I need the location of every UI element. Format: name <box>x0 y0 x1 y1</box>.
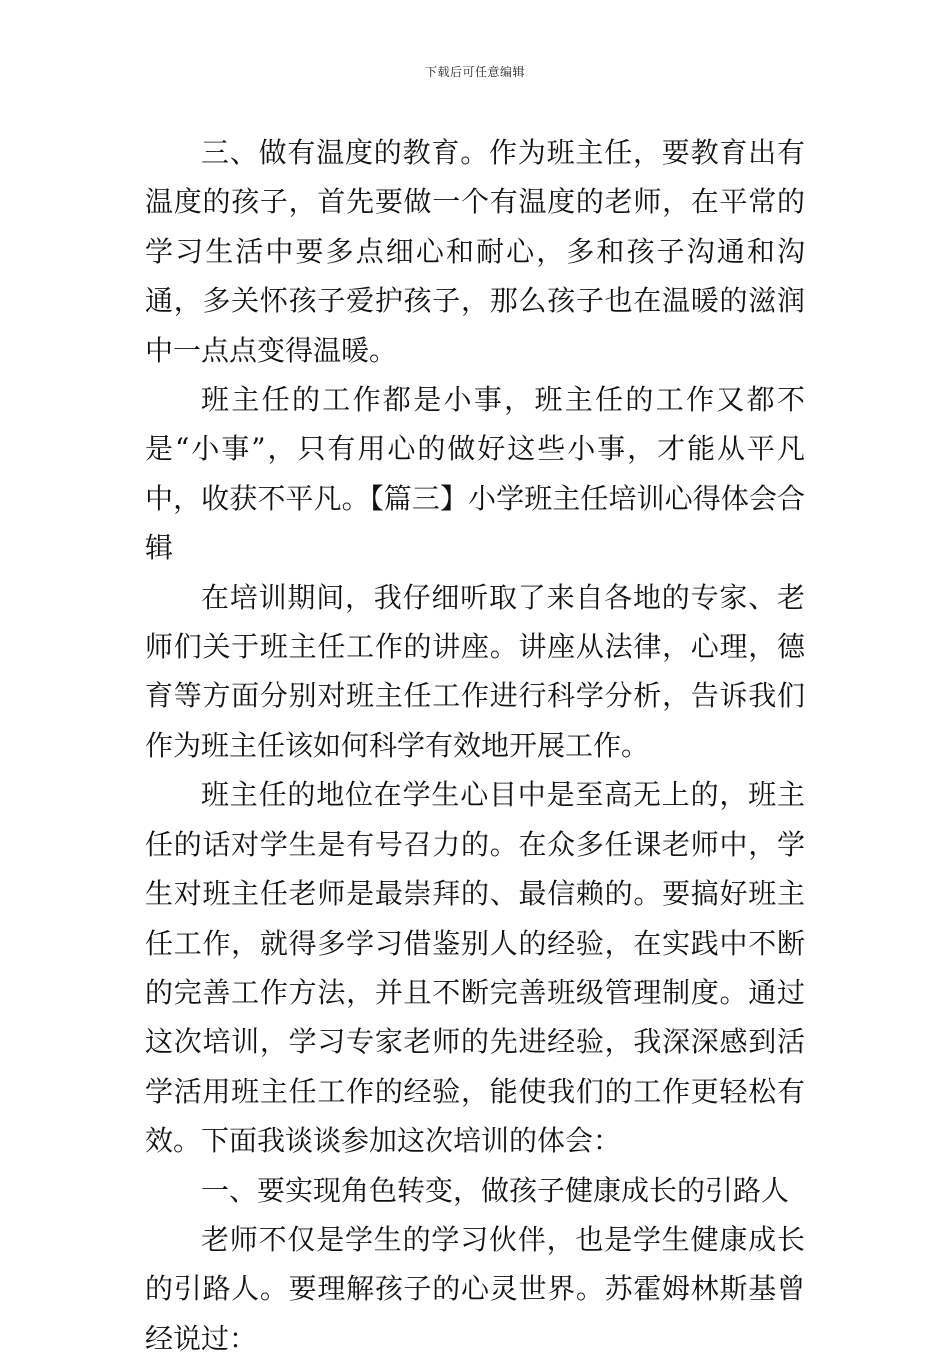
paragraph-head-teacher-status: 班主任的地位在学生心目中是至高无上的，班主任的话对学生是有号召力的。在众多任课老师中，学生对班主任老师是最崇拜的、最信赖的。要搞好班主任工作，就得多学习借鉴别人的经验，在实践中不断的完善工作方法，并且不断完善班级管理制度。通过这次培训，学习专家老师的先进经验，我深深感到活学活用班主任工作的经验，能使我们的工作更轻松有效。下面我谈谈参加这次培训的体会： <box>145 778 805 1158</box>
document-body <box>145 128 805 1363</box>
paragraph-small-matters: 班主任的工作都是小事，班主任的工作又都不是“小事”，只有用心的做好这些小事，才能从平凡中，收获不平凡。【篇三】小学班主任培训心得体会合辑 <box>145 383 805 565</box>
paragraph-guide-growth: 老师不仅是学生的学习伙伴，也是学生健康成长的引路人。要理解孩子的心灵世界。苏霍姆林斯基曾经说过： <box>145 1222 805 1355</box>
page-header-note: 下载后可任意编辑 <box>424 65 525 79</box>
paragraph-section-heading-one: 一、要实现角色转变，做孩子健康成长的引路人 <box>201 1173 790 1207</box>
paragraph-training-lectures: 在培训期间，我仔细听取了来自各地的专家、老师们关于班主任工作的讲座。讲座从法律，心理，德育等方面分别对班主任工作进行科学分析，告诉我们作为班主任该如何科学有效地开展工作。 <box>145 580 805 762</box>
paragraph-warm-education: 三、做有温度的教育。作为班主任，要教育出有温度的孩子，首先要做一个有温度的老师，在平常的学习生活中要多点细心和耐心，多和孩子沟通和沟通，多关怀孩子爱护孩子，那么孩子也在温暖的滋润中一点点变得温暖。 <box>145 136 805 367</box>
